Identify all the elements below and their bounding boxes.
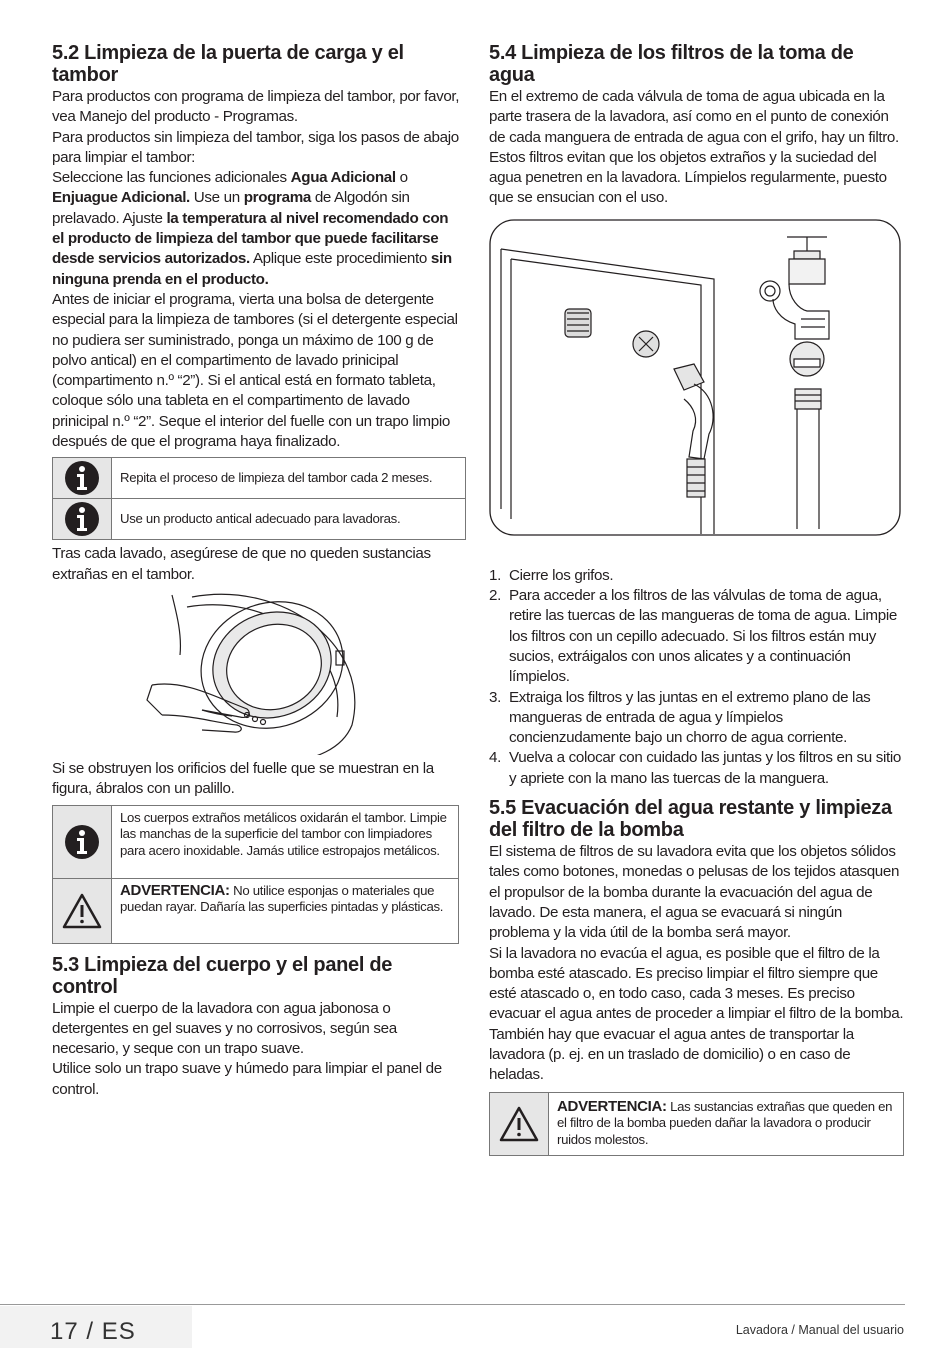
footer-title: Lavadora / Manual del usuario — [735, 1323, 904, 1337]
left-column — [52, 42, 462, 1100]
page-number: 17 / ES — [50, 1318, 136, 1345]
warning-icon — [53, 879, 112, 943]
section-5-3-heading: 5.3 Limpieza del cuerpo y el panel de control — [52, 953, 393, 998]
note-repeat-cleaning: Repita el proceso de limpieza del tambor cada 2 meses. — [120, 470, 433, 486]
water-filter-illustration — [489, 219, 904, 539]
s52-paragraph-6: Si se obstruyen los orificios del fuelle que se muestran en la figura, ábralos con un palillo. — [52, 759, 434, 798]
pump-warning-box — [489, 1092, 904, 1156]
section-5-4-heading: 5.4 Limpieza de los filtros de la toma de agua — [489, 42, 854, 86]
footer-divider — [0, 1304, 905, 1305]
step-item: 4. Vuelva a colocar con cuidado las juntas y los filtros en su sitio y apriete con la mano las tuercas de la manguera. — [489, 749, 902, 787]
section-5-5-heading: 5.5 Evacuación del agua restante y limpieza del filtro de la bomba — [489, 797, 892, 842]
info-icon — [53, 458, 112, 498]
step-item: 1. Cierre los grifos. — [489, 566, 614, 584]
warning-sponges: ADVERTENCIA: No utilice esponjas o materiales que puedan rayar. Dañaría las superficies pintadas y plásticas. — [120, 881, 444, 915]
note-metal-objects: Los cuerpos extraños metálicos oxidarán el tambor. Limpie las manchas de la superficie del tambor con limpiadores para acero inoxidable. Jamás utilice estropajos metálicos. — [120, 809, 447, 858]
s53-paragraph-1: Limpie el cuerpo de la lavadora con agua jabonosa o detergentes en gel suaves y no corrosivos, según sea necesario, y seque con un trapo suave. — [52, 999, 397, 1058]
filter-steps-list — [489, 566, 904, 789]
section-5-2-heading: 5.2 Limpieza de la puerta de carga y el tambor — [52, 42, 404, 86]
warning-pump-filter: ADVERTENCIA: Las sustancias extrañas que queden en el filtro de la bomba pueden dañar la lavadora o producir ruidos molestos. — [557, 1097, 893, 1147]
info-notes-box — [52, 457, 466, 540]
right-column — [489, 42, 904, 1156]
step-item: 2. Para acceder a los filtros de las válvulas de toma de agua, retire las tuercas de las mangueras de toma de agua. Limpie los filtros con un cepillo adecuado. Si los filtros están muy sucios, extráigalos con unos alicates y a continuación límpielos. — [489, 587, 897, 686]
s55-paragraph-2: Si la lavadora no evacúa el agua, es posible que el filtro de la bomba esté atascado. Es preciso limpiar el filtro siempre que esté atascado o, en todo caso, cada 3 meses. Es preciso evacuar el agua antes de proceder a limpiar el filtro de la bomba. — [489, 944, 904, 1023]
info-icon — [53, 499, 112, 539]
warning-notes-box — [52, 805, 459, 944]
s53-paragraph-2: Utilice solo un trapo suave y húmedo para limpiar el panel de control. — [52, 1060, 442, 1098]
note-antical: Use un producto antical adecuado para lavadoras. — [120, 511, 401, 527]
s52-paragraph-2: Para productos sin limpieza del tambor, siga los pasos de abajo para limpiar el tambor: — [52, 128, 459, 166]
s52-paragraph-4: Antes de iniciar el programa, vierta una bolsa de detergente especial para la limpieza de tambores (si el detergente especial no pudiera ser suministrado, ponga un máximo de 100 g de polvo antical) en el compartimento de lavado prinicipal (compartimento n.º “2”). Si el antical está en formato tableta, coloque sólo una tableta en el compartimento de lavado prinicipal n.º “2”. Seque el interior del fuelle con un trapo limpio después de que el programa haya finalizado. — [52, 290, 458, 451]
s55-paragraph-1: El sistema de filtros de su lavadora evita que los objetos sólidos tales como botones, monedas o pelusas de los tejidos atasquen el propulsor de la bomba durante la evacuación del agua de lavado. De esta manera, el agua se evacuará si ningún problema y la vida útil de la bomba será mayor. — [489, 843, 900, 942]
step-item: 3. Extraiga los filtros y las juntas en el extremo plano de las mangueras de entrada de agua y límpielos concienzudamente bajo un chorro de agua corriente. — [489, 688, 871, 747]
warning-icon — [490, 1093, 549, 1155]
s54-paragraph-1: En el extremo de cada válvula de toma de agua ubicada en la parte trasera de la lavadora, así como en el punto de conexión de cada manguera de entrada de agua con el grifo, hay un filtro. Estos filtros evitan que los objetos extraños y la suciedad del agua penetren en la lavadora. Límpielos regularmente, puesto que se ensucian con el uso. — [489, 88, 899, 207]
s52-paragraph-3: Seleccione las funciones adicionales Agua Adicional o Enjuague Adicional. Use un programa de Algodón sin prelavado. Ajuste la temperatura al nivel recomendado con el producto de limpieza del tambor que puede facilitarse desde servicios autorizados. Aplique este procedimiento sin ninguna prenda en el producto. — [52, 169, 452, 288]
s52-paragraph-5: Tras cada lavado, asegúrese de que no queden sustancias extrañas en el tambor. — [52, 545, 431, 583]
s55-paragraph-3: También hay que evacuar el agua antes de transportar la lavadora (p. ej. en un traslado de domicilio) o en caso de heladas. — [489, 1025, 854, 1084]
s52-paragraph-1: Para productos con programa de limpieza del tambor, por favor, vea Manejo del producto - Programas. — [52, 88, 460, 126]
door-gasket-illustration — [52, 585, 462, 755]
info-icon — [53, 806, 112, 878]
